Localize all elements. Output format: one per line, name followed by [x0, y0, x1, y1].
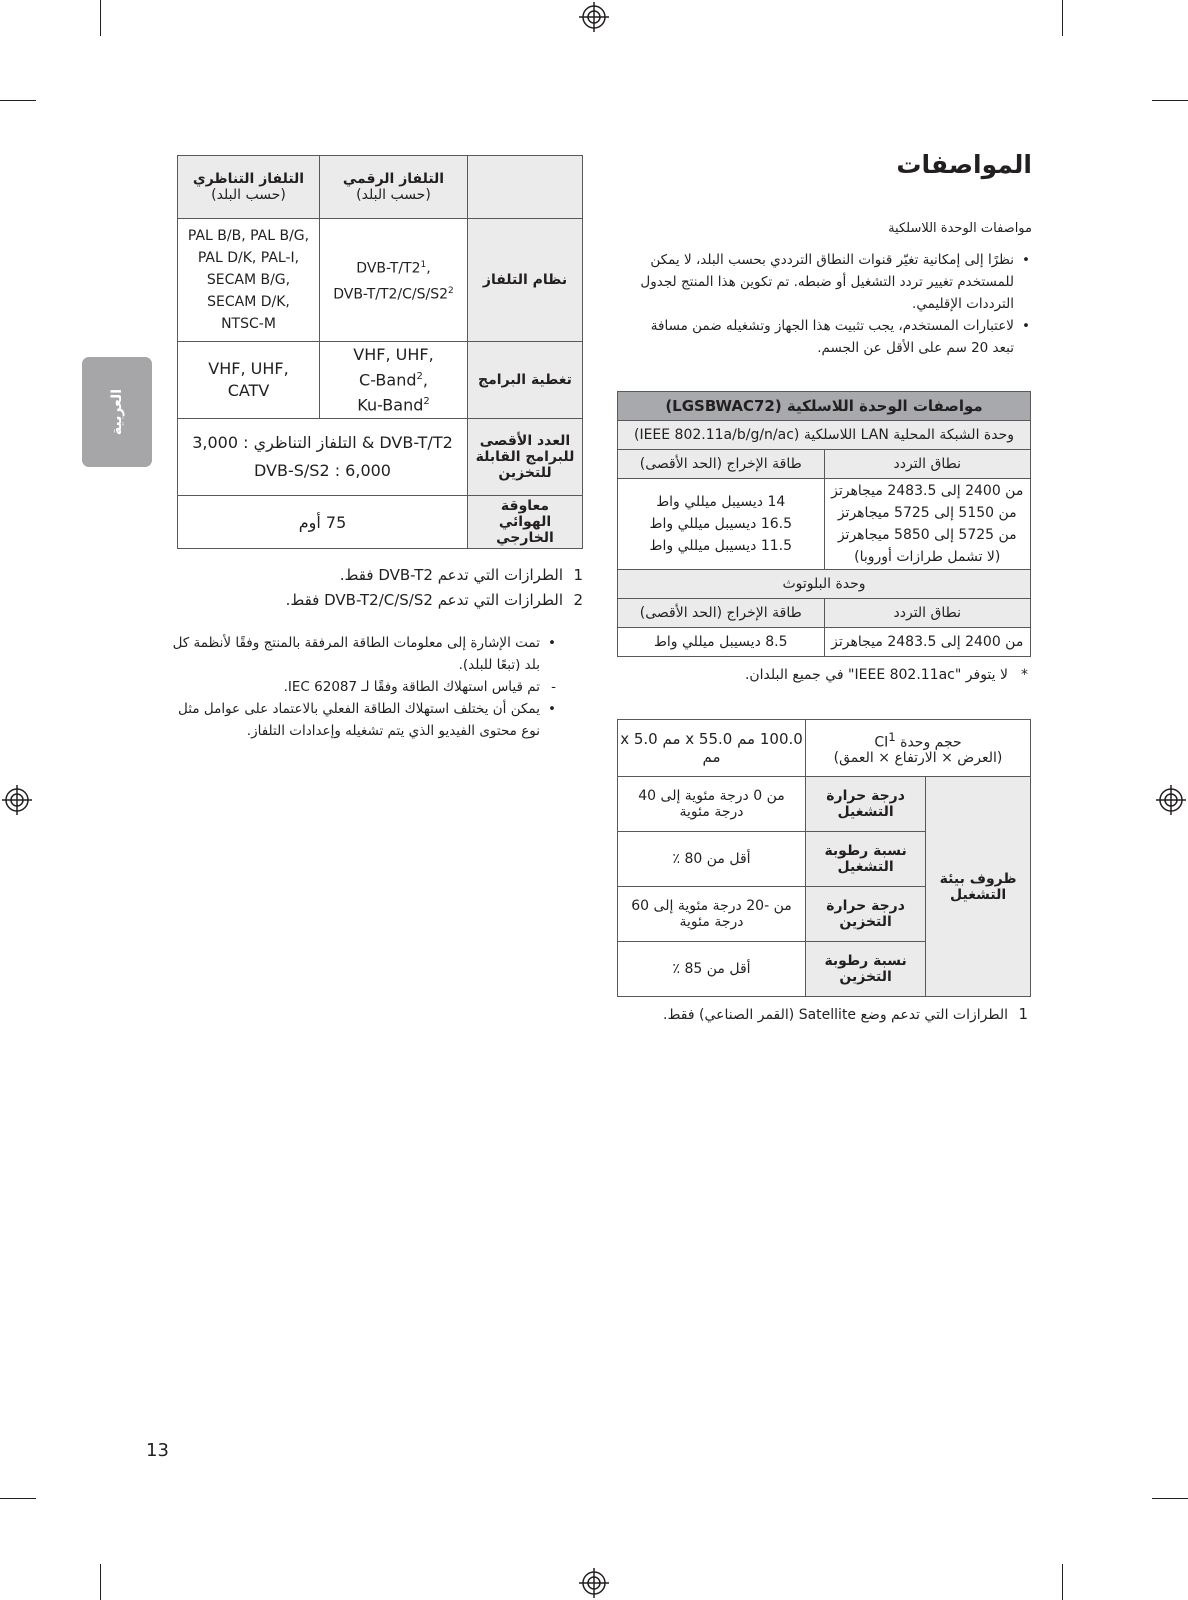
tv-specs-table	[177, 155, 583, 549]
analog-system: PAL B/B, PAL B/G,	[187, 228, 310, 244]
analog-header-note: (حسب البلد)	[211, 187, 286, 203]
antenna-impedance-value: 75 أوم	[178, 496, 468, 549]
system-digital-1: DVB-T/T2	[356, 261, 421, 277]
power-bullets	[163, 632, 558, 742]
env-label: نسبة رطوبة التشغيل	[806, 832, 926, 887]
bt-band: من 2400 إلى 2483.5 ميجاهرتز	[824, 628, 1031, 657]
wifi-power: 11.5 ديسيبل ميللي واط	[649, 538, 792, 554]
coverage-label: تغطية البرامج	[468, 342, 583, 419]
analog-system: SECAM B/G,	[206, 272, 291, 288]
empty-header-cell	[468, 156, 583, 219]
analog-system: NTSC-M	[221, 316, 276, 332]
tv-system-label: نظام التلفاز	[468, 219, 583, 342]
coverage-digital-2-sup: 2	[416, 370, 423, 382]
env-label: درجة حرارة التشغيل	[806, 777, 926, 832]
tv-footnote	[286, 591, 583, 609]
wireless-bullet: • لاعتبارات المستخدم، يجب تثبيت هذا الجهاز وتشغيله ضمن مسافة تبعد 20 سم على الأقل عن الجسم.	[627, 315, 1032, 359]
band-header: نطاق التردد	[824, 450, 1031, 479]
wireless-bullets	[627, 249, 1032, 359]
footnote-text: الطرازات التي تدعم DVB-T2/C/S/S2 فقط.	[285, 591, 563, 609]
digital-header-title: التلفاز الرقمي	[342, 171, 445, 187]
env-value: أقل من 85 ٪	[618, 942, 806, 997]
wifi-band: من 2400 إلى 2483.5 ميجاهرتز	[831, 483, 1024, 499]
system-digital-1-sup: 1	[420, 260, 427, 271]
footnote-mark: *	[1021, 667, 1028, 683]
crop-mark	[1152, 100, 1188, 101]
bt-power: 8.5 ديسيبل ميللي واط	[618, 628, 825, 657]
crop-mark	[1062, 1564, 1063, 1600]
ci-size-label	[806, 720, 1031, 777]
system-digital-2: DVB-T/T2/C/S/S2	[333, 286, 449, 303]
ci-size-label-text: حجم وحدة CI	[874, 734, 962, 751]
registration-mark-icon	[579, 2, 609, 32]
coverage-analog	[178, 342, 320, 419]
wifi-powers-cell	[618, 479, 825, 570]
coverage-analog-2: CATV	[227, 381, 270, 400]
registration-mark-icon	[579, 1568, 609, 1598]
module-table-title: مواصفات الوحدة اللاسلكية (LGSBWAC72)	[618, 392, 1031, 421]
wifi-bands-cell	[824, 479, 1031, 570]
tv-footnote	[340, 566, 583, 584]
power-dash-item: - تم قياس استهلاك الطاقة وفقًا لـ IEC 62087.	[163, 676, 558, 698]
digital-header-note: (حسب البلد)	[356, 187, 431, 203]
footnote-number: 1	[1018, 1005, 1028, 1023]
max-programs-line: DVB-S/S2 : 6,000	[254, 461, 391, 480]
wifi-band-note: (لا تشمل طرازات أوروبا)	[854, 549, 1001, 565]
footnote-text: لا يتوفر "IEEE 802.11ac" في جميع البلدان.	[744, 667, 1008, 683]
env-value: من 0 درجة مئوية إلى 40 درجة مئوية	[618, 777, 806, 832]
footnote-number: 1	[573, 566, 583, 584]
env-conditions-label: ظروف بيئة التشغيل	[926, 777, 1031, 997]
max-programs-line: DVB-T/T2 & التلفاز التناظري : 3,000	[192, 433, 453, 452]
side-tab-label: العربية	[109, 388, 125, 436]
wireless-module-table	[617, 391, 1031, 657]
wifi-band: من 5150 إلى 5725 ميجاهرتز	[837, 505, 1017, 521]
footnote-text: الطرازات التي تدعم DVB-T2 فقط.	[339, 566, 563, 584]
digital-header	[320, 156, 468, 219]
registration-mark-icon	[2, 785, 32, 815]
crop-mark	[0, 1498, 36, 1499]
system-digital-2-sup: 2	[448, 286, 454, 296]
wireless-bullet: • نظرًا إلى إمكانية تغيّر قنوات النطاق الترددي بحسب البلد، لا يمكن للمستخدم تغيير تردد التشغيل أو ضبطه. تم تكوين هذا المنتج لجدول الترددات الإقليمي.	[627, 249, 1032, 315]
module-footnote	[745, 667, 1028, 683]
module-lan-row: وحدة الشبكة المحلية LAN اللاسلكية (IEEE 802.11a/b/g/n/ac)	[618, 421, 1031, 450]
wireless-subtitle: مواصفات الوحدة اللاسلكية	[888, 221, 1032, 236]
ci-footnote	[663, 1005, 1028, 1023]
ci-module-table	[617, 719, 1031, 997]
ci-size-sup: 1	[888, 729, 896, 744]
env-value: من -20 درجة مئوية إلى 60 درجة مئوية	[618, 887, 806, 942]
crop-mark	[100, 0, 101, 36]
ci-size-dimensions-label: (العرض × الارتفاع × العمق)	[833, 750, 1003, 767]
analog-system: PAL D/K, PAL-I,	[197, 250, 300, 266]
wifi-band: من 5725 إلى 5850 ميجاهرتز	[837, 527, 1017, 543]
max-programs-value	[178, 419, 468, 496]
tv-system-analog	[178, 219, 320, 342]
crop-mark	[1062, 0, 1063, 36]
bt-band-header: نطاق التردد	[824, 599, 1031, 628]
wifi-power: 16.5 ديسيبل ميللي واط	[649, 516, 792, 532]
coverage-digital-2: C-Band	[359, 370, 417, 389]
env-value: أقل من 80 ٪	[618, 832, 806, 887]
coverage-analog-1: VHF, UHF,	[208, 359, 289, 378]
max-programs-label: العدد الأقصى للبرامج القابلة للتخزين	[468, 419, 583, 496]
tv-system-digital: DVB-$T/T2^1$, DVB-$T/T2/C/S/S2^2$	[320, 219, 468, 342]
registration-mark-icon	[1156, 785, 1186, 815]
page-number: 13	[146, 1440, 169, 1461]
coverage-digital: VHF, UHF, C-Band$^2$, Ku-Band$^2$	[320, 342, 468, 419]
coverage-digital-1: VHF, UHF,	[353, 344, 434, 364]
antenna-impedance-label: معاوقة الهوائي الخارجي	[468, 496, 583, 549]
coverage-digital-3: Ku-Band	[357, 395, 424, 415]
env-label: درجة حرارة التخزين	[806, 887, 926, 942]
crop-mark	[1152, 1498, 1188, 1499]
crop-mark	[0, 100, 36, 101]
footnote-text: الطرازات التي تدعم وضع Satellite (القمر الصناعي) فقط.	[663, 1007, 1008, 1023]
ci-size-value: 100.0 مم x 55.0 مم x 5.0 مم	[618, 720, 806, 777]
footnote-number: 2	[573, 591, 583, 609]
coverage-digital-3-sup: 2	[423, 396, 430, 407]
bluetooth-row: وحدة البلوتوث	[618, 570, 1031, 599]
page-title: المواصفات	[896, 150, 1032, 179]
bt-power-header: طاقة الإخراج (الحد الأقصى)	[618, 599, 825, 628]
power-header: طاقة الإخراج (الحد الأقصى)	[618, 450, 825, 479]
crop-mark	[100, 1564, 101, 1600]
analog-header	[178, 156, 320, 219]
analog-header-title: التلفاز التناظري	[192, 171, 305, 187]
power-bullet: • يمكن أن يختلف استهلاك الطاقة الفعلي بالاعتماد على عوامل مثل نوع محتوى الفيديو الذي يتم تشغيله وإعدادات التلفاز.	[163, 698, 558, 742]
analog-system: SECAM D/K,	[207, 294, 290, 310]
wifi-power: 14 ديسيبل ميللي واط	[656, 494, 786, 510]
language-side-tab	[82, 357, 152, 467]
env-label: نسبة رطوبة التخزين	[806, 942, 926, 997]
power-bullet: • تمت الإشارة إلى معلومات الطاقة المرفقة بالمنتج وفقًا لأنظمة كل بلد (تبعًا للبلد).	[163, 632, 558, 676]
